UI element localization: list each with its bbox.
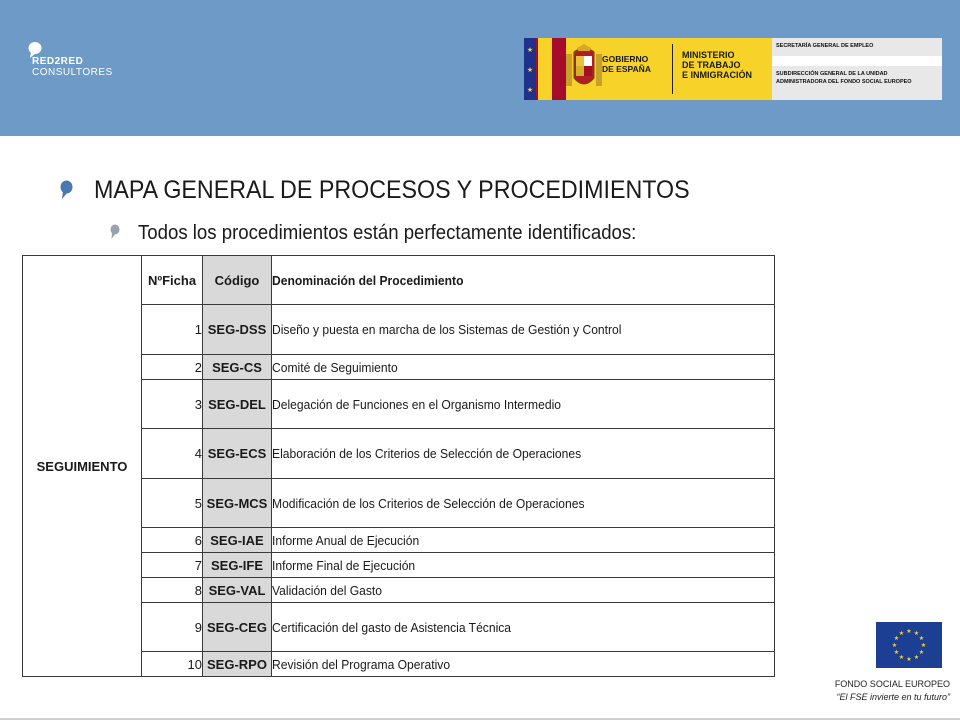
- row-name: Diseño y puesta en marcha de los Sistemas de Gestión y Control: [272, 305, 775, 355]
- fse-motto: “El FSE invierte en tu futuro”: [836, 692, 950, 702]
- row-code: SEG-CS: [203, 355, 272, 380]
- row-num: 5: [142, 479, 203, 528]
- row-code: SEG-VAL: [203, 578, 272, 603]
- svg-text:★: ★: [913, 630, 920, 637]
- svg-text:★: ★: [913, 654, 920, 661]
- svg-text:★: ★: [920, 642, 927, 649]
- eu-stars-strip: [524, 38, 536, 100]
- svg-text:★: ★: [893, 635, 900, 642]
- row-code: SEG-CEG: [203, 603, 272, 652]
- row-code: SEG-IAE: [203, 528, 272, 553]
- row-name: Informe Anual de Ejecución: [272, 528, 775, 553]
- secretaria-box: [772, 38, 942, 100]
- row-name: Elaboración de los Criterios de Selección de Operaciones: [272, 429, 775, 479]
- row-name: Delegación de Funciones en el Organismo Intermedio: [272, 380, 775, 429]
- subtitle-bullet-icon: [110, 224, 120, 240]
- svg-text:★: ★: [891, 642, 898, 649]
- slide-subtitle: Todos los procedimientos están perfectamente identificados:: [138, 222, 637, 244]
- row-num: 7: [142, 553, 203, 578]
- row-code: SEG-DSS: [203, 305, 272, 355]
- eu-stars-icon: [876, 622, 942, 668]
- svg-text:★: ★: [526, 87, 534, 94]
- row-num: 4: [142, 429, 203, 479]
- row-code: SEG-ECS: [203, 429, 272, 479]
- svg-text:★: ★: [906, 628, 912, 635]
- row-num: 6: [142, 528, 203, 553]
- svg-text:★: ★: [893, 649, 900, 656]
- svg-text:★: ★: [906, 656, 912, 663]
- svg-text:★: ★: [918, 649, 925, 656]
- title-bullet-icon: [60, 180, 73, 200]
- row-name: Validación del Gasto: [272, 578, 775, 603]
- row-name: Modificación de los Criterios de Selección de Operaciones: [272, 479, 775, 528]
- svg-text:★: ★: [918, 635, 925, 642]
- ministerio-name: MINISTERIO DE TRABAJO E INMIGRACIÓN: [682, 50, 753, 80]
- svg-text:★: ★: [898, 630, 905, 637]
- row-name: Informe Final de Ejecución: [272, 553, 775, 578]
- header-num: NºFicha: [142, 256, 203, 305]
- row-num: 10: [142, 652, 203, 677]
- spain-coat-of-arms-icon: [560, 44, 608, 94]
- table-header-row: [23, 256, 775, 305]
- row-num: 1: [142, 305, 203, 355]
- row-name: Comité de Seguimiento: [272, 355, 775, 380]
- row-code: SEG-RPO: [203, 652, 272, 677]
- logo-subname: CONSULTORES: [32, 67, 113, 78]
- header-name: Denominación del Procedimiento: [272, 256, 775, 305]
- row-name: Revisión del Programa Operativo: [272, 652, 775, 677]
- header-band: [0, 0, 960, 136]
- procedures-table: [22, 255, 775, 677]
- row-num: 2: [142, 355, 203, 380]
- gobierno-de-espana: GOBIERNO DE ESPAÑA: [602, 54, 651, 74]
- row-name: Certificación del gasto de Asistencia Técnica: [272, 603, 775, 652]
- row-num: 8: [142, 578, 203, 603]
- fse-label: FONDO SOCIAL EUROPEO: [834, 679, 950, 689]
- row-num: 9: [142, 603, 203, 652]
- secretaria-label: SECRETARÍA GENERAL DE EMPLEO: [776, 43, 874, 49]
- eu-flag: [876, 622, 942, 668]
- row-num: 3: [142, 380, 203, 429]
- slide-title: MAPA GENERAL DE PROCESOS Y PROCEDIMIENTOS: [94, 176, 690, 204]
- header-code: Código: [203, 256, 272, 305]
- svg-text:★: ★: [526, 67, 534, 74]
- subdireccion-label: SUBDIRECCIÓN GENERAL DE LA UNIDAD ADMINISTRADORA DEL FONDO SOCIAL EUROPEO: [776, 71, 912, 85]
- group-cell: SEGUIMIENTO: [23, 256, 142, 677]
- row-code: SEG-IFE: [203, 553, 272, 578]
- row-code: SEG-DEL: [203, 380, 272, 429]
- logo-name: RED2RED: [32, 56, 84, 67]
- svg-text:★: ★: [898, 654, 905, 661]
- government-logo-banner: [524, 38, 942, 100]
- svg-text:★: ★: [526, 47, 534, 54]
- row-code: SEG-MCS: [203, 479, 272, 528]
